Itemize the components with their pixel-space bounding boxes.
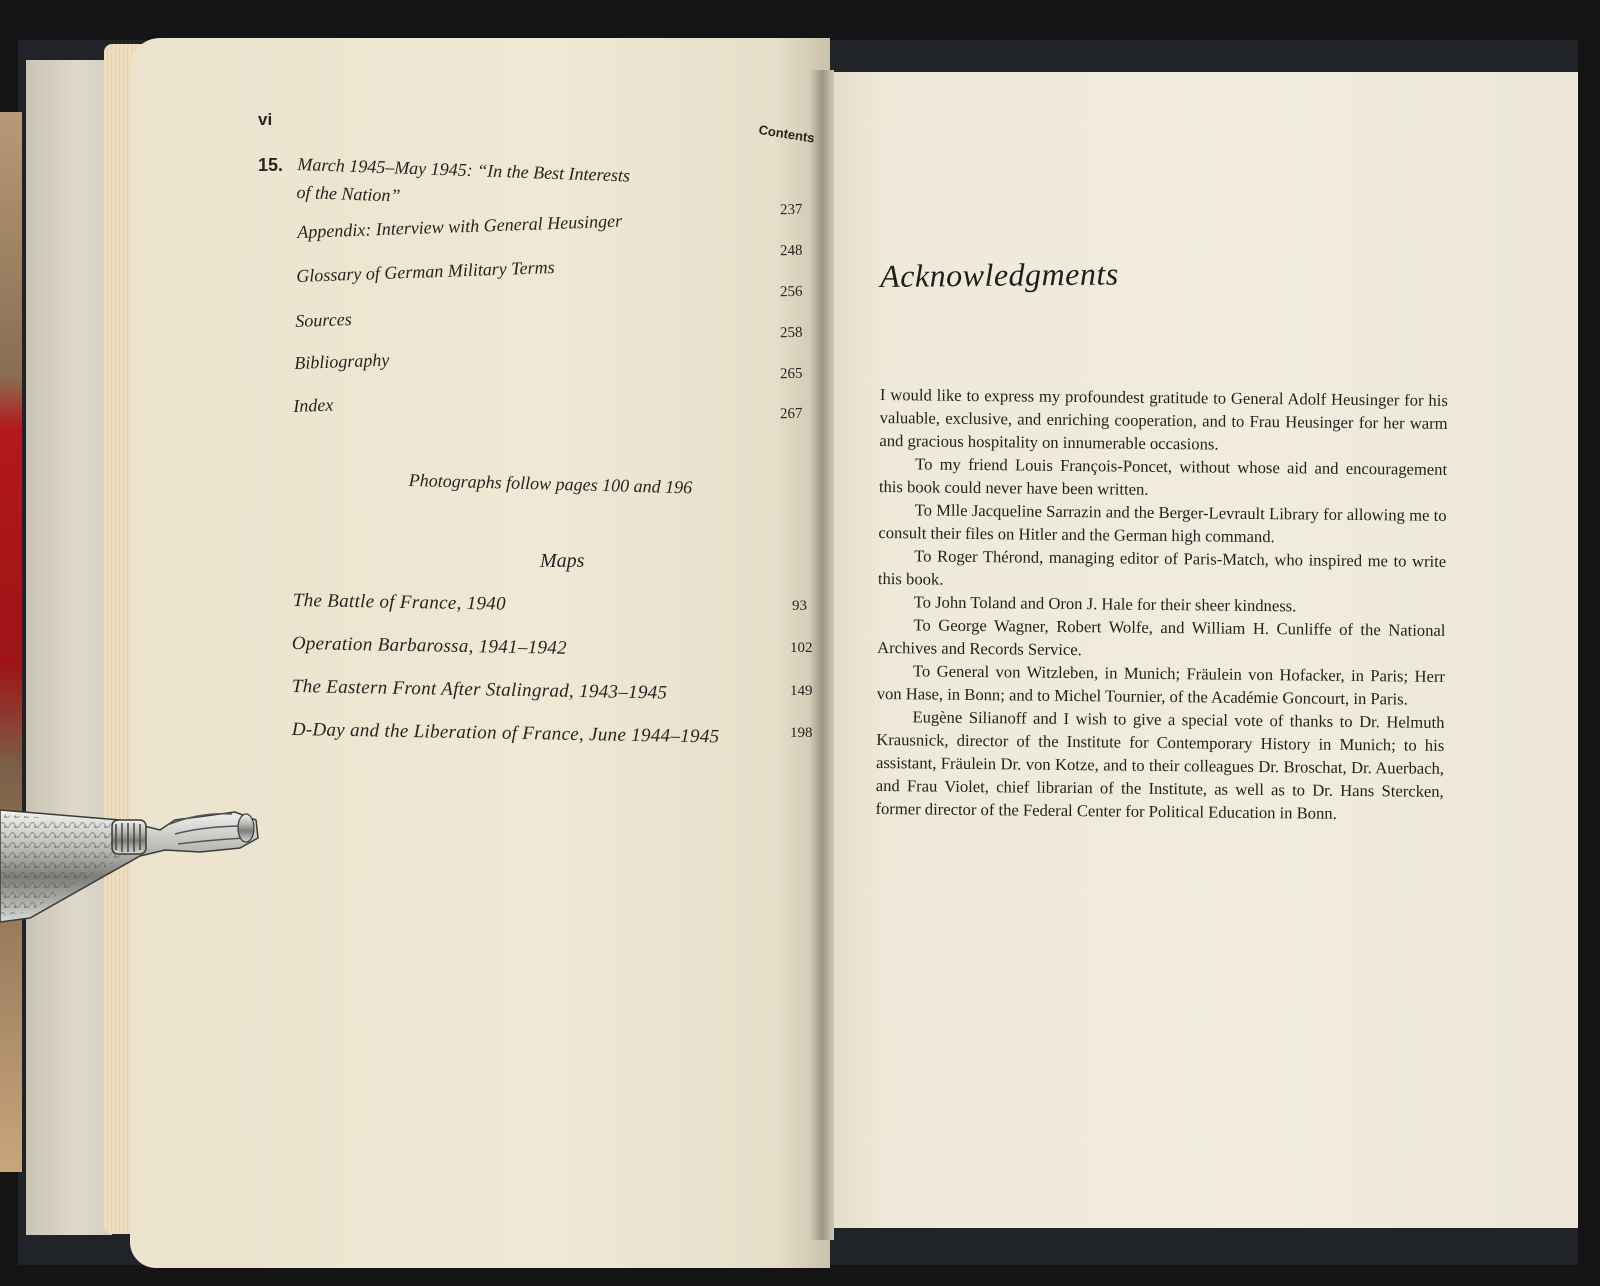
cover-edge-strip [0,112,22,1172]
hand-clip-icon [0,790,270,940]
map-entry-page: 93 [792,598,807,614]
map-entry-title: Operation Barbarossa, 1941–1942 [291,633,568,659]
toc-entry-title: Sources [295,309,352,331]
chapter-title-line-1: March 1945–May 1945: “In the Best Interests [297,153,631,186]
map-entry-title: The Battle of France, 1940 [292,590,507,615]
map-entry-page: 102 [790,640,813,656]
chapter-number: 15. [258,155,284,175]
map-entry-title: The Eastern Front After Stalingrad, 1943–1945 [291,676,668,704]
ack-paragraph: To John Toland and Oron J. Hale for their sheer kindness. [913,592,1297,616]
ack-paragraph: To my friend Louis François-Poncet, without whose aid and encouragement this book could never have been written. [878,454,1448,499]
toc-entry-page: 258 [779,324,803,342]
page-number: vi [258,110,273,129]
toc-entry-title: Index [293,394,334,416]
ack-paragraph: To George Wagner, Robert Wolfe, and William H. Cunliffe of the National Archives and Records Service. [877,615,1446,660]
ack-paragraph: To Mlle Jacqueline Sarrazin and the Berger-Levrault Library for allowing me to consult their files on Hitler and the German high command. [878,500,1447,547]
toc-entry-page: 256 [779,283,803,301]
map-entry-title: D-Day and the Liberation of France, June 1944–1945 [291,719,720,748]
toc-entry-page: 267 [779,405,803,423]
toc-entry-page: 265 [779,365,803,383]
toc-entry-page: 248 [779,242,803,260]
running-head: Contents [757,122,816,146]
map-entry-page: 198 [790,725,813,741]
ack-paragraph: Eugène Silianoff and I wish to give a special vote of thanks to Dr. Helmuth Krausnick, director of the Institute for Contemporary History in Munich; to his assistant, Fräulein Dr. von Kotze, and to their colleagues Dr. Broschat, Dr. Auerbach, and Frau Violet, chief librarian of the Institute, as well as to Dr. Hans Stercken, former director of the Federal Center for Political Education in Bonn. [875,707,1445,823]
acknowledgments-body [875,383,1448,826]
toc-entry-title: Bibliography [294,349,390,373]
acknowledgments-heading: Acknowledgments [880,255,1119,294]
chapter-title-line-2: of the Nation” [296,181,401,206]
chapter-title [296,150,630,218]
ack-paragraph: To General von Witzleben, in Munich; Fräulein von Hofacker, in Paris; Herr von Hase, in Bonn; and to Michel Tournier, of the Académie Goncourt, in Paris. [876,661,1446,709]
toc-entry-title: Appendix: Interview with General Heusinger [297,210,623,242]
maps-heading: Maps [540,550,585,572]
ack-paragraph: To Roger Thérond, managing editor of Paris-Match, who inspired me to write this book. [877,546,1447,589]
toc-entry-page: 237 [779,201,803,219]
map-entry-page: 149 [790,683,813,699]
photographs-note: Photographs follow pages 100 and 196 [408,470,693,498]
endpaper-flyleaf [26,60,112,1235]
ack-paragraph: I would like to express my profoundest gratitude to General Adolf Heusinger for his valuable, exclusive, and enriching cooperation, and to Frau Heusinger for her warm and gracious hospitality on innumerable occasions. [879,384,1448,454]
toc-entry-title: Glossary of German Military Terms [296,256,555,286]
